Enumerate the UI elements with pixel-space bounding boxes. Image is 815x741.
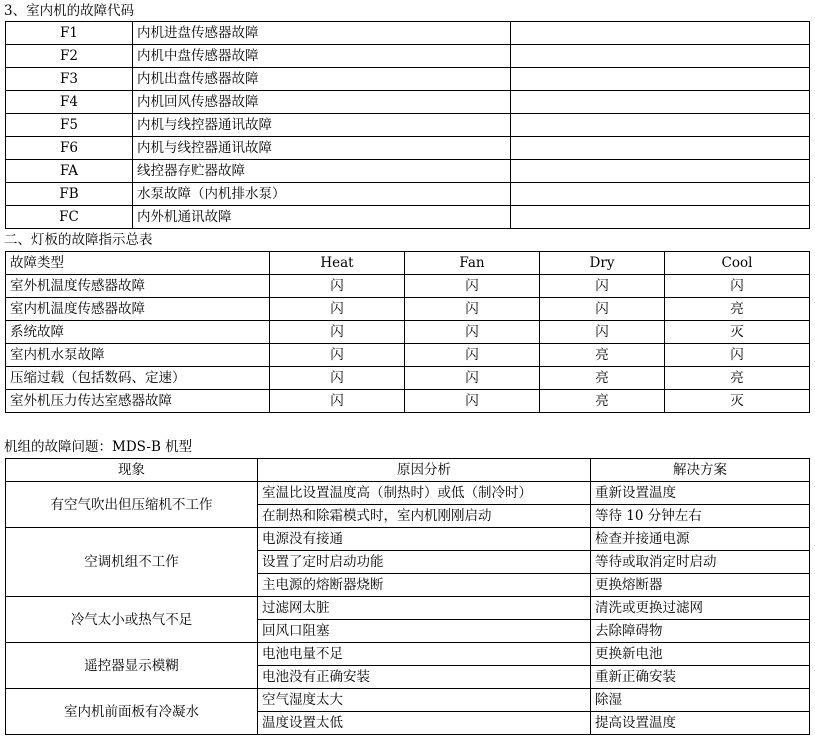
- phenomenon: 空调机组不工作: [6, 528, 258, 597]
- cause: 设置了定时启动功能: [258, 551, 591, 574]
- unit-fault-table: [5, 458, 810, 735]
- cause: 过滤网太脏: [258, 597, 591, 620]
- table-row: [6, 275, 810, 298]
- column-header: 原因分析: [258, 459, 591, 482]
- section1-heading: 3、室内机的故障代码: [4, 3, 135, 19]
- fault-type: 室外机温度传感器故障: [6, 275, 270, 298]
- indicator-state: 闪: [540, 321, 665, 344]
- fault-description: 线控器存贮器故障: [133, 160, 511, 183]
- table-row: [6, 137, 810, 160]
- indicator-state: 闪: [665, 344, 810, 367]
- fault-code: FC: [6, 206, 133, 229]
- solution: 重新正确安装: [591, 666, 810, 689]
- fault-code: F3: [6, 68, 133, 91]
- fault-code: F1: [6, 22, 133, 45]
- table-row: [6, 206, 810, 229]
- fault-type: 室内机水泵故障: [6, 344, 270, 367]
- solution: 等待 10 分钟左右: [591, 505, 810, 528]
- column-header: 解决方案: [591, 459, 810, 482]
- fault-type: 压缩过载（包括数码、定速）: [6, 367, 270, 390]
- table-row: [6, 160, 810, 183]
- cause: 回风口阻塞: [258, 620, 591, 643]
- fault-note: [511, 22, 810, 45]
- phenomenon: 遥控器显示模糊: [6, 643, 258, 689]
- indicator-state: 闪: [405, 298, 540, 321]
- fault-note: [511, 160, 810, 183]
- fault-code: F5: [6, 114, 133, 137]
- indicator-state: 闪: [665, 275, 810, 298]
- fault-note: [511, 68, 810, 91]
- fault-description: 内外机通讯故障: [133, 206, 511, 229]
- table-row: [6, 298, 810, 321]
- indicator-state: 亮: [665, 298, 810, 321]
- indicator-state: 闪: [405, 367, 540, 390]
- fault-note: [511, 183, 810, 206]
- cause: 空气湿度太大: [258, 689, 591, 712]
- phenomenon: 室内机前面板有冷凝水: [6, 689, 258, 735]
- column-header: 现象: [6, 459, 258, 482]
- light-board-fault-table: [5, 251, 810, 413]
- cause: 室温比设置温度高（制热时）或低（制冷时）: [258, 482, 591, 505]
- fault-code: F4: [6, 91, 133, 114]
- fault-description: 内机与线控器通讯故障: [133, 137, 511, 160]
- table-row: [6, 528, 810, 551]
- indicator-state: 亮: [665, 367, 810, 390]
- fault-code: FA: [6, 160, 133, 183]
- table-row: [6, 643, 810, 666]
- fault-note: [511, 137, 810, 160]
- column-header: Dry: [540, 252, 665, 275]
- section3-heading: 机组的故障问题：MDS-B 机型: [4, 439, 193, 455]
- table-row: [6, 91, 810, 114]
- fault-note: [511, 206, 810, 229]
- solution: 除湿: [591, 689, 810, 712]
- fault-description: 内机出盘传感器故障: [133, 68, 511, 91]
- fault-code: F2: [6, 45, 133, 68]
- table-row: [6, 367, 810, 390]
- fault-note: [511, 91, 810, 114]
- phenomenon: 冷气太小或热气不足: [6, 597, 258, 643]
- table-row: [6, 344, 810, 367]
- indicator-state: 闪: [405, 344, 540, 367]
- table-header-row: [6, 252, 810, 275]
- table-row: [6, 183, 810, 206]
- indicator-state: 闪: [270, 298, 405, 321]
- fault-note: [511, 45, 810, 68]
- solution: 清洗或更换过滤网: [591, 597, 810, 620]
- indicator-state: 闪: [540, 298, 665, 321]
- solution: 等待或取消定时启动: [591, 551, 810, 574]
- solution: 更换熔断器: [591, 574, 810, 597]
- fault-note: [511, 114, 810, 137]
- table-row: [6, 114, 810, 137]
- solution: 去除障碍物: [591, 620, 810, 643]
- cause: 主电源的熔断器烧断: [258, 574, 591, 597]
- indicator-state: 闪: [405, 390, 540, 413]
- fault-description: 水泵故障（内机排水泵）: [133, 183, 511, 206]
- table-row: [6, 45, 810, 68]
- table-row: [6, 68, 810, 91]
- table-row: [6, 390, 810, 413]
- fault-description: 内机回风传感器故障: [133, 91, 511, 114]
- phenomenon: 有空气吹出但压缩机不工作: [6, 482, 258, 528]
- indicator-state: 亮: [540, 344, 665, 367]
- solution: 检查并接通电源: [591, 528, 810, 551]
- indicator-state: 闪: [270, 367, 405, 390]
- indicator-state: 亮: [540, 367, 665, 390]
- cause: 电源没有接通: [258, 528, 591, 551]
- table-row: [6, 22, 810, 45]
- indicator-state: 闪: [270, 321, 405, 344]
- indicator-state: 闪: [540, 275, 665, 298]
- indoor-fault-code-table: [5, 21, 810, 229]
- fault-description: 内机与线控器通讯故障: [133, 114, 511, 137]
- fault-type: 室内机温度传感器故障: [6, 298, 270, 321]
- cause: 电池电量不足: [258, 643, 591, 666]
- fault-type: 系统故障: [6, 321, 270, 344]
- column-header: Cool: [665, 252, 810, 275]
- solution: 更换新电池: [591, 643, 810, 666]
- indicator-state: 亮: [540, 390, 665, 413]
- fault-description: 内机进盘传感器故障: [133, 22, 511, 45]
- table-row: [6, 597, 810, 620]
- section2-heading: 二、灯板的故障指示总表: [4, 232, 153, 248]
- table-row: [6, 321, 810, 344]
- column-header: Fan: [405, 252, 540, 275]
- cause: 电池没有正确安装: [258, 666, 591, 689]
- fault-type: 室外机压力传达室感器故障: [6, 390, 270, 413]
- column-header: 故障类型: [6, 252, 270, 275]
- table-row: [6, 482, 810, 505]
- fault-code: F6: [6, 137, 133, 160]
- table-row: [6, 689, 810, 712]
- column-header: Heat: [270, 252, 405, 275]
- indicator-state: 闪: [270, 344, 405, 367]
- cause: 温度设置太低: [258, 712, 591, 735]
- solution: 重新设置温度: [591, 482, 810, 505]
- table-header-row: [6, 459, 810, 482]
- indicator-state: 闪: [405, 275, 540, 298]
- indicator-state: 灭: [665, 390, 810, 413]
- indicator-state: 闪: [270, 275, 405, 298]
- fault-code: FB: [6, 183, 133, 206]
- fault-description: 内机中盘传感器故障: [133, 45, 511, 68]
- cause: 在制热和除霜模式时，室内机刚刚启动: [258, 505, 591, 528]
- indicator-state: 闪: [405, 321, 540, 344]
- indicator-state: 闪: [270, 390, 405, 413]
- indicator-state: 灭: [665, 321, 810, 344]
- solution: 提高设置温度: [591, 712, 810, 735]
